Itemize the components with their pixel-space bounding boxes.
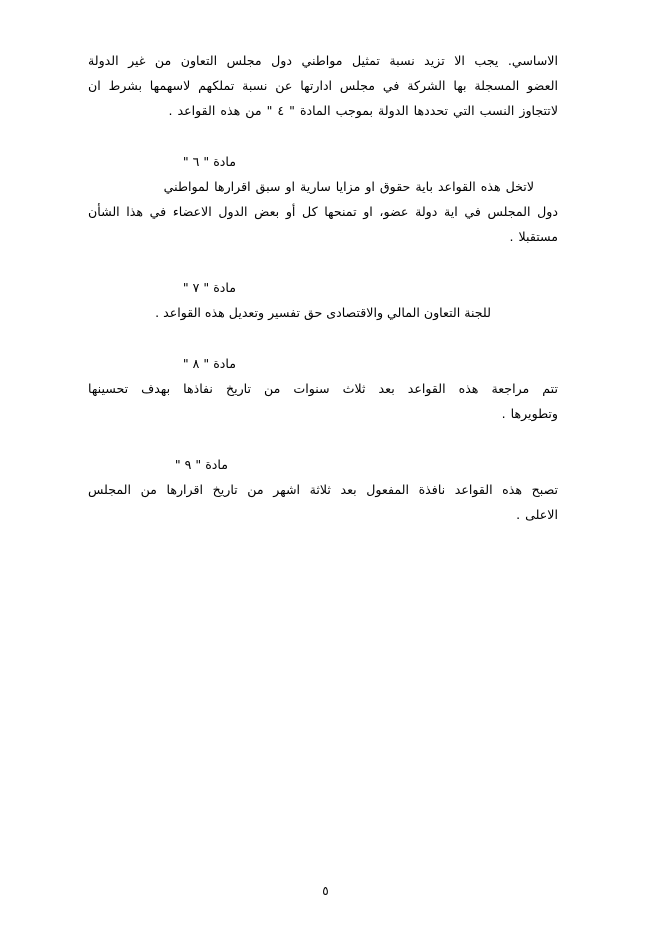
article-6 <box>88 149 558 249</box>
article-heading: مادة " ٧ " <box>182 280 236 295</box>
paragraph-line: الاعلى . <box>516 507 558 522</box>
article-9 <box>88 452 558 527</box>
paragraph-line: للجنة التعاون المالي والاقتصادى حق تفسير وتعديل هذه القواعد . <box>155 305 491 320</box>
paragraph-line: مستقبلا . <box>509 229 558 244</box>
spacer <box>88 426 558 452</box>
document-body <box>88 48 558 527</box>
paragraph-line: تتم مراجعة هذه القواعد بعد ثلاث سنوات من تاريخ نفاذها بهدف تحسينها <box>88 381 558 396</box>
article-heading: مادة " ٦ " <box>182 154 236 169</box>
paragraph-line: لاتتجاوز النسب التي تحددها الدولة بموجب المادة " ٤ " من هذه القواعد . <box>168 103 558 118</box>
spacer <box>88 249 558 275</box>
paragraph-line: العضو المسجلة بها الشركة في مجلس ادارتها عن نسبة تملكهم لاسهمها بشرط ان <box>88 78 558 93</box>
paragraph-line: الاساسي. يجب الا تزيد نسبة تمثيل مواطني دول مجلس التعاون من غير الدولة <box>88 53 558 68</box>
paragraph-line: وتطويرها . <box>501 406 558 421</box>
paragraph-line: دول المجلس في اية دولة عضو، او تمنحها كل أو بعض الدول الاعضاء في هذا الشأن <box>88 204 558 219</box>
paragraph-intro <box>88 48 558 123</box>
article-7 <box>88 275 558 325</box>
page-number: ٥ <box>322 884 329 898</box>
paragraph-line: تصبح هذه القواعد نافذة المفعول بعد ثلاثة اشهر من تاريخ اقرارها من المجلس <box>88 482 558 497</box>
spacer <box>88 123 558 149</box>
paragraph-line: لاتخل هذه القواعد باية حقوق او مزايا سارية او سبق اقرارها لمواطني <box>163 179 534 194</box>
spacer <box>88 325 558 351</box>
article-heading: مادة " ٩ " <box>174 457 228 472</box>
article-8 <box>88 351 558 426</box>
article-heading: مادة " ٨ " <box>182 356 236 371</box>
